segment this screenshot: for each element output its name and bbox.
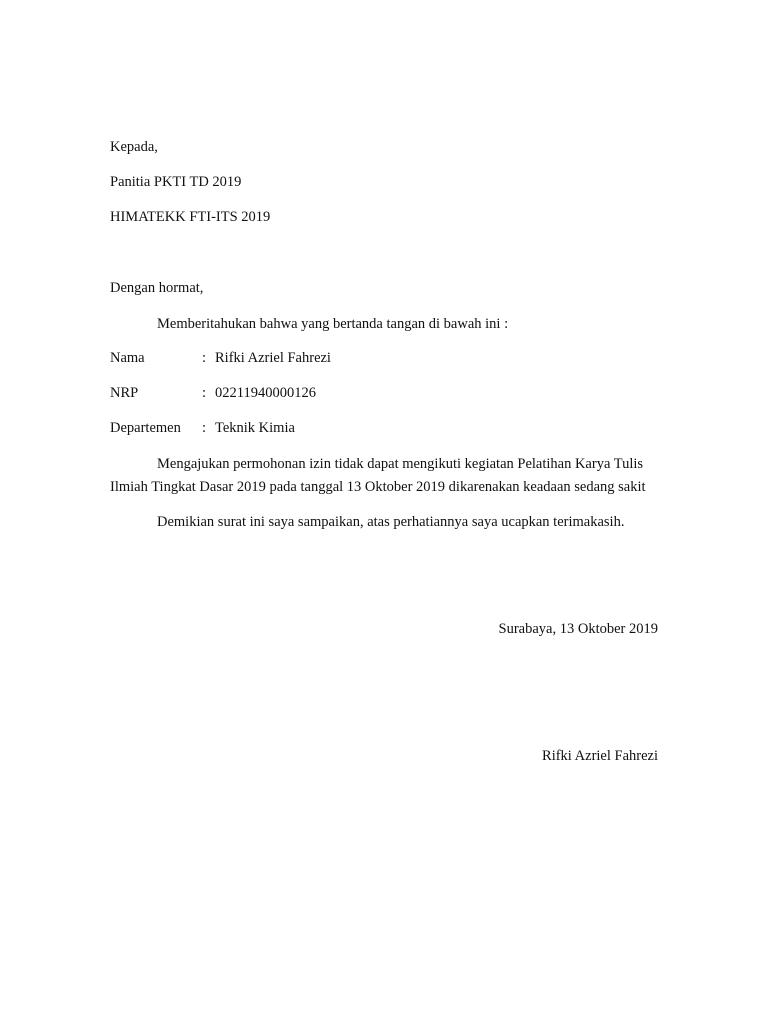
field-colon: : — [202, 385, 207, 401]
field-label: NRP — [110, 385, 139, 401]
field-value: 02211940000126 — [215, 385, 316, 401]
signer-name: Rifki Azriel Fahrezi — [542, 748, 658, 764]
field-label: Nama — [110, 350, 145, 366]
intro-paragraph: Memberitahukan bahwa yang bertanda tangan di bawah ini : — [157, 316, 509, 332]
field-label: Departemen — [110, 420, 181, 436]
recipient-salutation: Kepada, — [110, 139, 158, 155]
body-line-2: Ilmiah Tingkat Dasar 2019 pada tanggal 13 Oktober 2019 dikarenakan keadaan sedang sakit — [110, 479, 646, 495]
place-date: Surabaya, 13 Oktober 2019 — [498, 621, 658, 637]
body-line-1: Mengajukan permohonan izin tidak dapat mengikuti kegiatan Pelatihan Karya Tulis — [157, 456, 644, 472]
field-colon: : — [202, 420, 207, 436]
field-colon: : — [202, 350, 207, 366]
recipient-line-1: Panitia PKTI TD 2019 — [110, 174, 242, 190]
field-value: Teknik Kimia — [215, 420, 295, 436]
greeting: Dengan hormat, — [110, 280, 204, 296]
closing-paragraph: Demikian surat ini saya sampaikan, atas perhatiannya saya ucapkan terimakasih. — [157, 514, 625, 530]
recipient-line-2: HIMATEKK FTI-ITS 2019 — [110, 209, 271, 225]
field-value: Rifki Azriel Fahrezi — [215, 350, 331, 366]
